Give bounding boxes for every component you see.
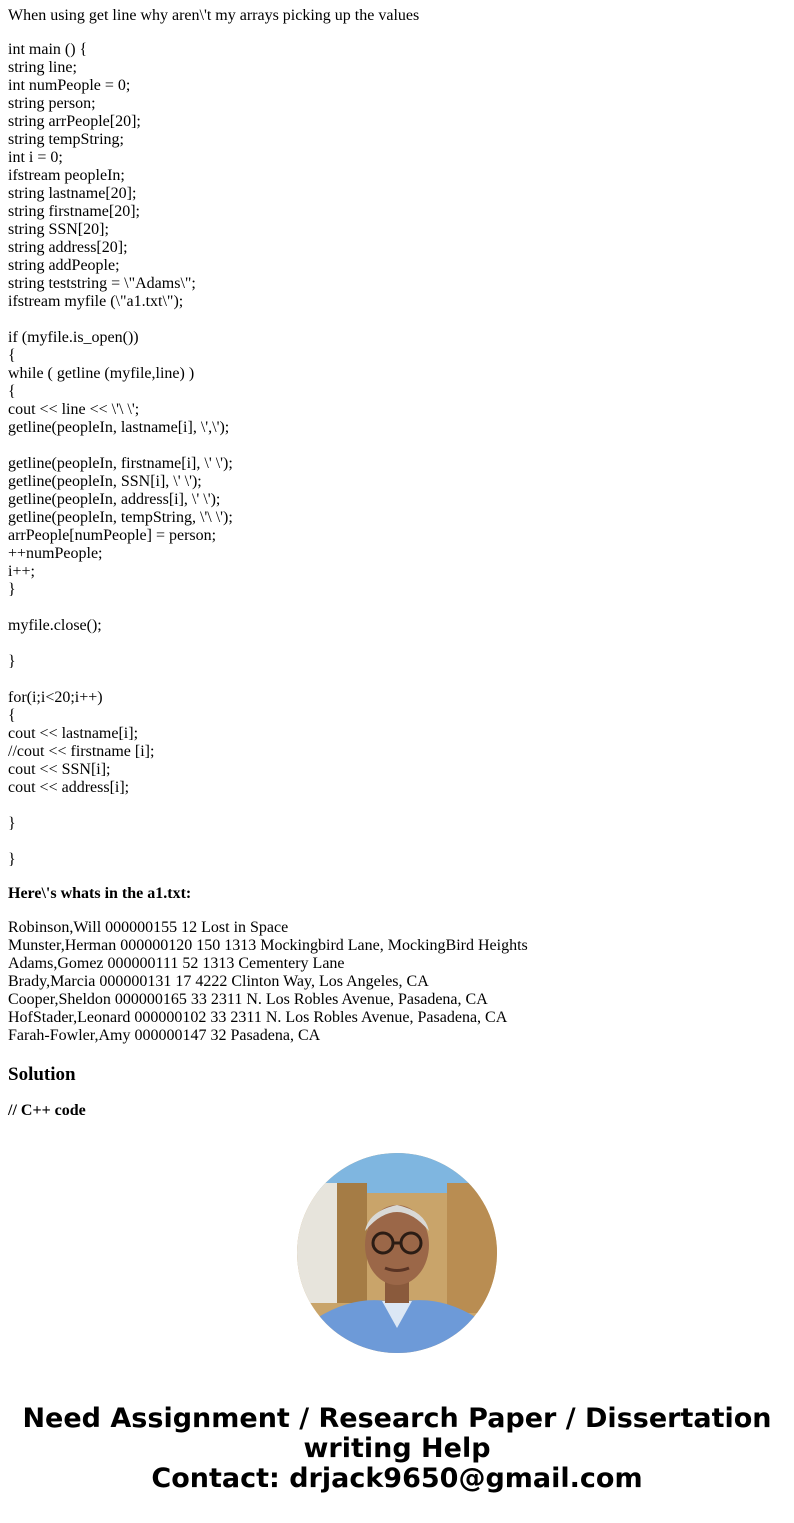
solution-heading: Solution — [8, 1064, 76, 1085]
question-title: When using get line why aren\'t my arrays picking up the values — [8, 7, 420, 24]
file-line: Robinson,Will 000000155 12 Lost in Space — [8, 919, 289, 936]
code-line — [8, 635, 786, 653]
code-line — [8, 311, 786, 329]
promo-line-1: Need Assignment / Research Paper / Dissertation — [22, 1403, 772, 1434]
code-line: string tempString; — [8, 131, 124, 148]
code-line: cout << SSN[i]; — [8, 761, 111, 778]
code-line: int i = 0; — [8, 149, 63, 166]
code-line: } — [8, 653, 16, 670]
code-line: string lastname[20]; — [8, 185, 137, 202]
solution-code-comment: // C++ code — [8, 1102, 86, 1119]
promo-line-2: writing Help — [303, 1433, 491, 1464]
code-block — [8, 41, 786, 869]
code-line: ifstream myfile (\"a1.txt\"); — [8, 293, 184, 310]
code-line: string address[20]; — [8, 239, 128, 256]
code-line: getline(peopleIn, address[i], \' \'); — [8, 491, 221, 508]
code-line: cout << lastname[i]; — [8, 725, 139, 742]
code-line: getline(peopleIn, firstname[i], \' \'); — [8, 455, 233, 472]
code-line: getline(peopleIn, tempString, \'\ \'); — [8, 509, 233, 526]
code-line: } — [8, 581, 16, 598]
code-line: string line; — [8, 59, 77, 76]
file-contents-heading: Here\'s whats in the a1.txt: — [8, 885, 192, 902]
code-line: string arrPeople[20]; — [8, 113, 141, 130]
author-avatar — [297, 1153, 497, 1353]
code-line: getline(peopleIn, lastname[i], \',\'); — [8, 419, 230, 436]
code-line: for(i;i<20;i++) — [8, 689, 103, 706]
code-line: //cout << firstname [i]; — [8, 743, 155, 760]
code-line: i++; — [8, 563, 35, 580]
code-line — [8, 671, 786, 689]
code-line: string person; — [8, 95, 96, 112]
code-line — [8, 599, 786, 617]
code-line: myfile.close(); — [8, 617, 102, 634]
code-line: { — [8, 383, 16, 400]
code-line: string addPeople; — [8, 257, 120, 274]
code-line: } — [8, 851, 16, 868]
code-line: if (myfile.is_open()) — [8, 329, 139, 346]
promo-contact: Contact: drjack9650@gmail.com — [151, 1463, 643, 1494]
file-line: Brady,Marcia 000000131 17 4222 Clinton Way, Los Angeles, CA — [8, 973, 429, 990]
file-line: Munster,Herman 000000120 150 1313 Mockingbird Lane, MockingBird Heights — [8, 937, 528, 954]
code-line — [8, 833, 786, 851]
code-line: ifstream peopleIn; — [8, 167, 125, 184]
code-line: arrPeople[numPeople] = person; — [8, 527, 217, 544]
code-line: string firstname[20]; — [8, 203, 140, 220]
code-line: getline(peopleIn, SSN[i], \' \'); — [8, 473, 202, 490]
code-line: ++numPeople; — [8, 545, 103, 562]
promo-banner — [0, 1404, 794, 1494]
file-contents — [8, 919, 786, 1045]
code-line: { — [8, 707, 16, 724]
file-line: Cooper,Sheldon 000000165 33 2311 N. Los Robles Avenue, Pasadena, CA — [8, 991, 488, 1008]
code-line: string teststring = \"Adams\"; — [8, 275, 196, 292]
code-line: string SSN[20]; — [8, 221, 109, 238]
file-line: Farah-Fowler,Amy 000000147 32 Pasadena, CA — [8, 1027, 321, 1044]
code-line: while ( getline (myfile,line) ) — [8, 365, 195, 382]
code-line: { — [8, 347, 16, 364]
file-line: HofStader,Leonard 000000102 33 2311 N. Los Robles Avenue, Pasadena, CA — [8, 1009, 508, 1026]
code-line: } — [8, 815, 16, 832]
file-line: Adams,Gomez 000000111 52 1313 Cementery Lane — [8, 955, 345, 972]
author-photo-icon — [297, 1153, 497, 1353]
code-line: int main () { — [8, 41, 88, 58]
code-line: cout << address[i]; — [8, 779, 130, 796]
code-line: cout << line << \'\ \'; — [8, 401, 140, 418]
page-content — [8, 7, 786, 1120]
code-line — [8, 797, 786, 815]
code-line: int numPeople = 0; — [8, 77, 131, 94]
code-line — [8, 437, 786, 455]
